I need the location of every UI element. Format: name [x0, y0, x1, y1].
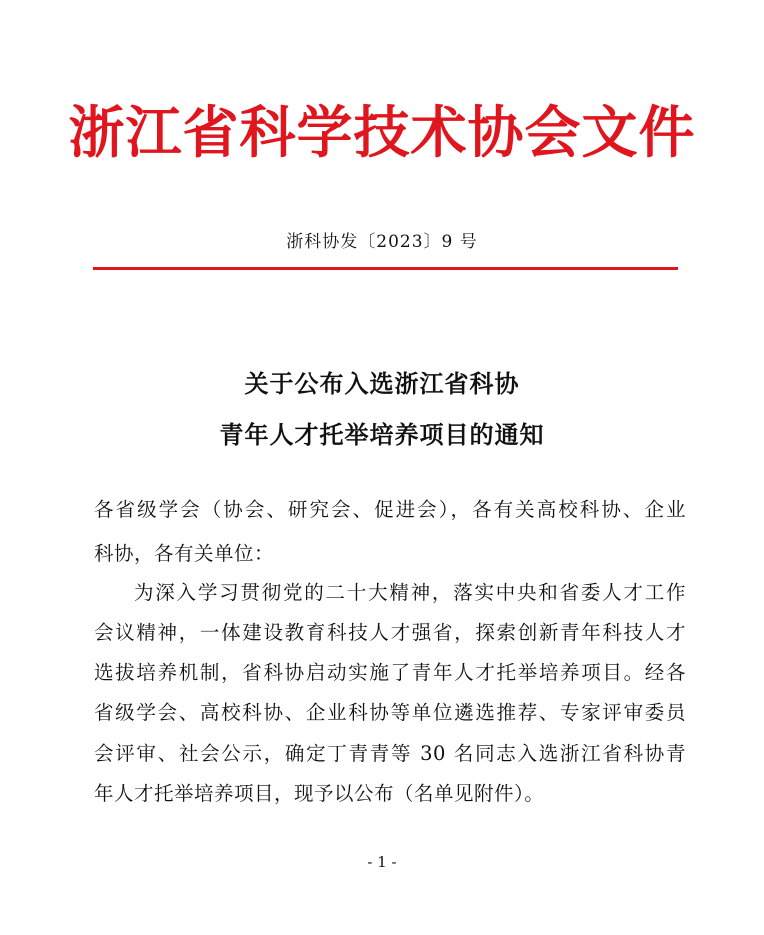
page-number: - 1 -	[367, 853, 397, 871]
notice-title-line-1: 关于公布入选浙江省科协	[244, 369, 520, 398]
body-paragraph-line: 省级学会、高校科协、企业科协等单位遴选推荐、专家评审委员	[94, 701, 686, 724]
body-paragraph-line: 选拔培养机制，省科协启动实施了青年人才托举培养项目。经各	[94, 661, 686, 684]
document-number: 浙科协发〔2023〕9 号	[286, 232, 478, 252]
addressee-line-2: 科协，各有关单位：	[94, 542, 275, 565]
body-paragraph-line: 会议精神，一体建设教育科技人才强省，探索创新青年科技人才	[94, 621, 686, 644]
body-paragraph-line: 年人才托举培养项目，现予以公布（名单见附件）。	[94, 782, 545, 805]
document-masthead: 浙江省科学技术协会文件	[68, 101, 696, 166]
red-divider-line	[93, 267, 678, 270]
body-paragraph-line: 为深入学习贯彻党的二十大精神，落实中央和省委人才工作	[134, 581, 686, 604]
notice-title-line-2: 青年人才托举培养项目的通知	[219, 420, 545, 449]
addressee-line-1: 各省级学会（协会、研究会、促进会），各有关高校科协、企业	[94, 498, 686, 521]
body-paragraph-line: 会评审、社会公示，确定丁青青等 30 名同志入选浙江省科协青	[94, 742, 686, 765]
